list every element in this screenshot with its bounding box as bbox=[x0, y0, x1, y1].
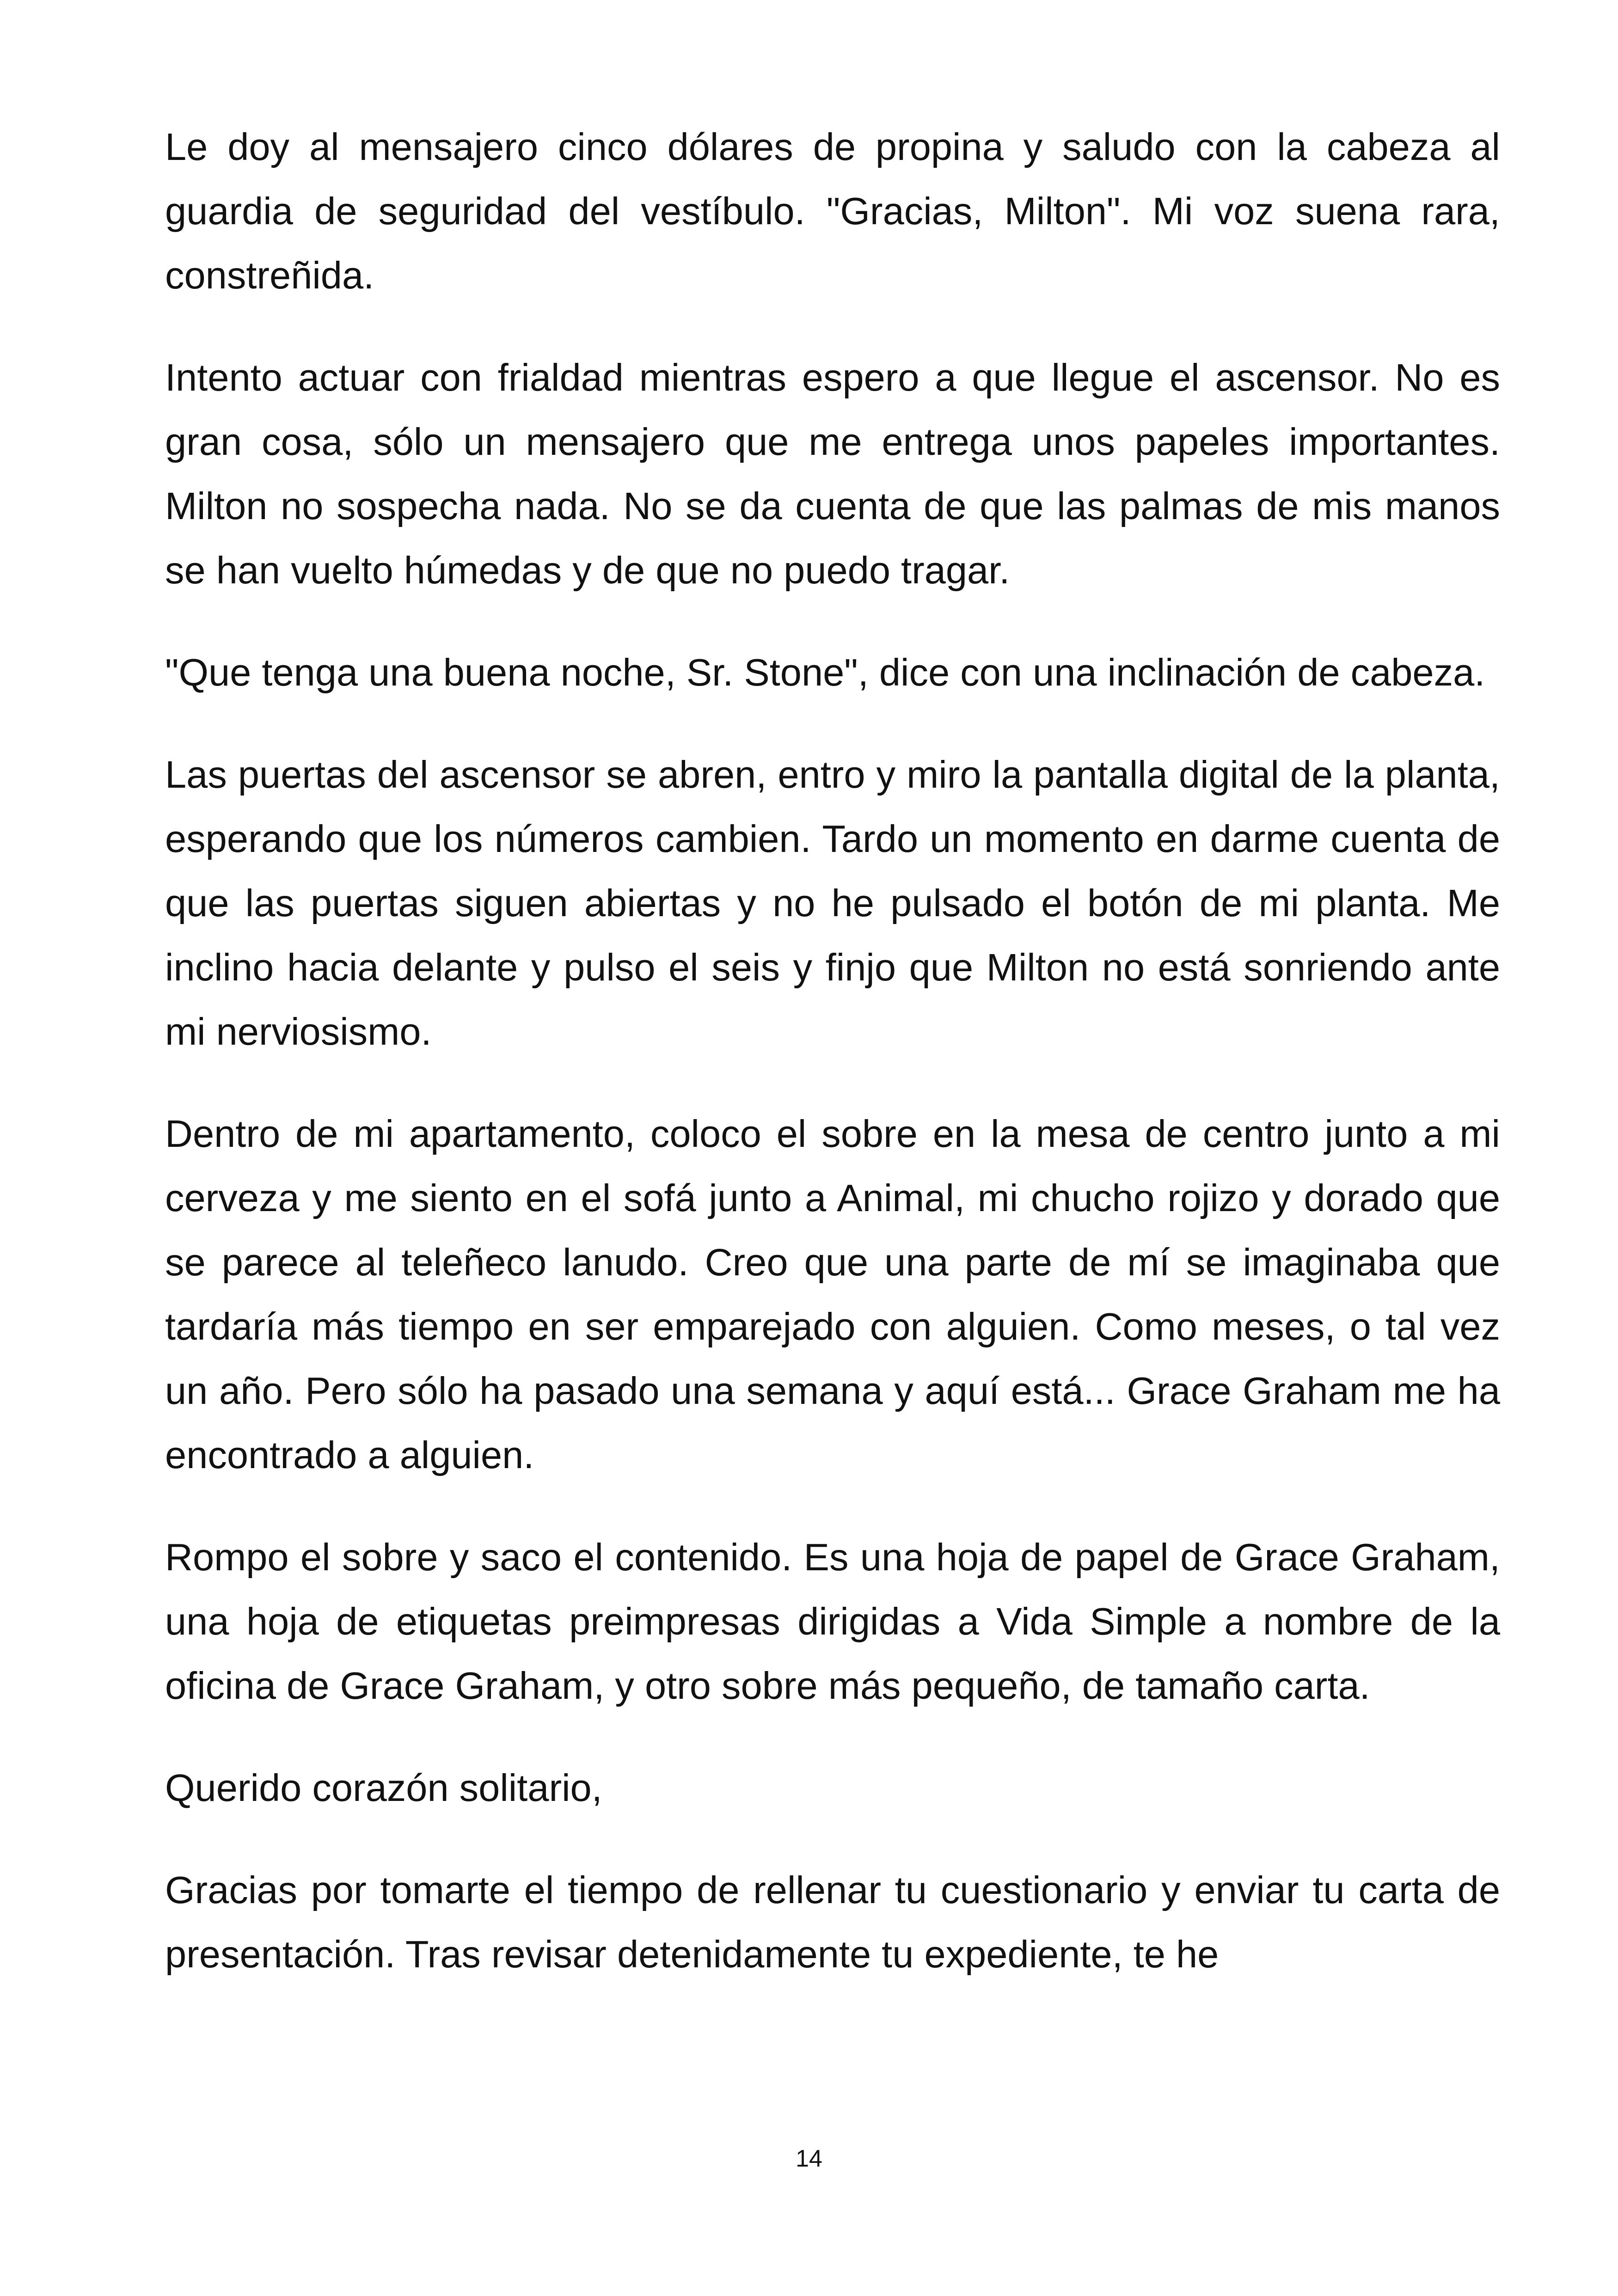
paragraph: Las puertas del ascensor se abren, entro y miro la pantalla digital de la planta, esperando que los números cambien. Tardo un momento en darme cuenta de que las puertas siguen abiertas y no he pulsado el botón de mi planta. Me inclino hacia delante y pulso el seis y finjo que Milton no está sonriendo ante mi nerviosismo. bbox=[165, 753, 1500, 1053]
body-text bbox=[165, 115, 1500, 2024]
paragraph: Rompo el sobre y saco el contenido. Es una hoja de papel de Grace Graham, una hoja de etiquetas preimpresas dirigidas a Vida Simple a nombre de la oficina de Grace Graham, y otro sobre más pequeño, de tamaño carta. bbox=[165, 1536, 1500, 1707]
paragraph: Querido corazón solitario, bbox=[165, 1766, 602, 1809]
paragraph: Le doy al mensajero cinco dólares de propina y saludo con la cabeza al guardia de seguridad del vestíbulo. "Gracias, Milton". Mi voz suena rara, constreñida. bbox=[165, 125, 1500, 297]
paragraph: Gracias por tomarte el tiempo de rellenar tu cuestionario y enviar tu carta de presentación. Tras revisar detenidamente tu expediente, te he bbox=[165, 1868, 1500, 1976]
paragraph: Dentro de mi apartamento, coloco el sobre en la mesa de centro junto a mi cerveza y me siento en el sofá junto a Animal, mi chucho rojizo y dorado que se parece al teleñeco lanudo. Creo que una parte de mí se imaginaba que tardaría más tiempo en ser emparejado con alguien. Como meses, o tal vez un año. Pero sólo ha pasado una semana y aquí está... Grace Graham me ha encontrado a alguien. bbox=[165, 1112, 1500, 1476]
page-number: 14 bbox=[796, 2145, 822, 2172]
paragraph: "Que tenga una buena noche, Sr. Stone", dice con una inclinación de cabeza. bbox=[165, 651, 1485, 694]
paragraph: Intento actuar con frialdad mientras espero a que llegue el ascensor. No es gran cosa, sólo un mensajero que me entrega unos papeles importantes. Milton no sospecha nada. No se da cuenta de que las palmas de mis manos se han vuelto húmedas y de que no puedo tragar. bbox=[165, 356, 1500, 592]
